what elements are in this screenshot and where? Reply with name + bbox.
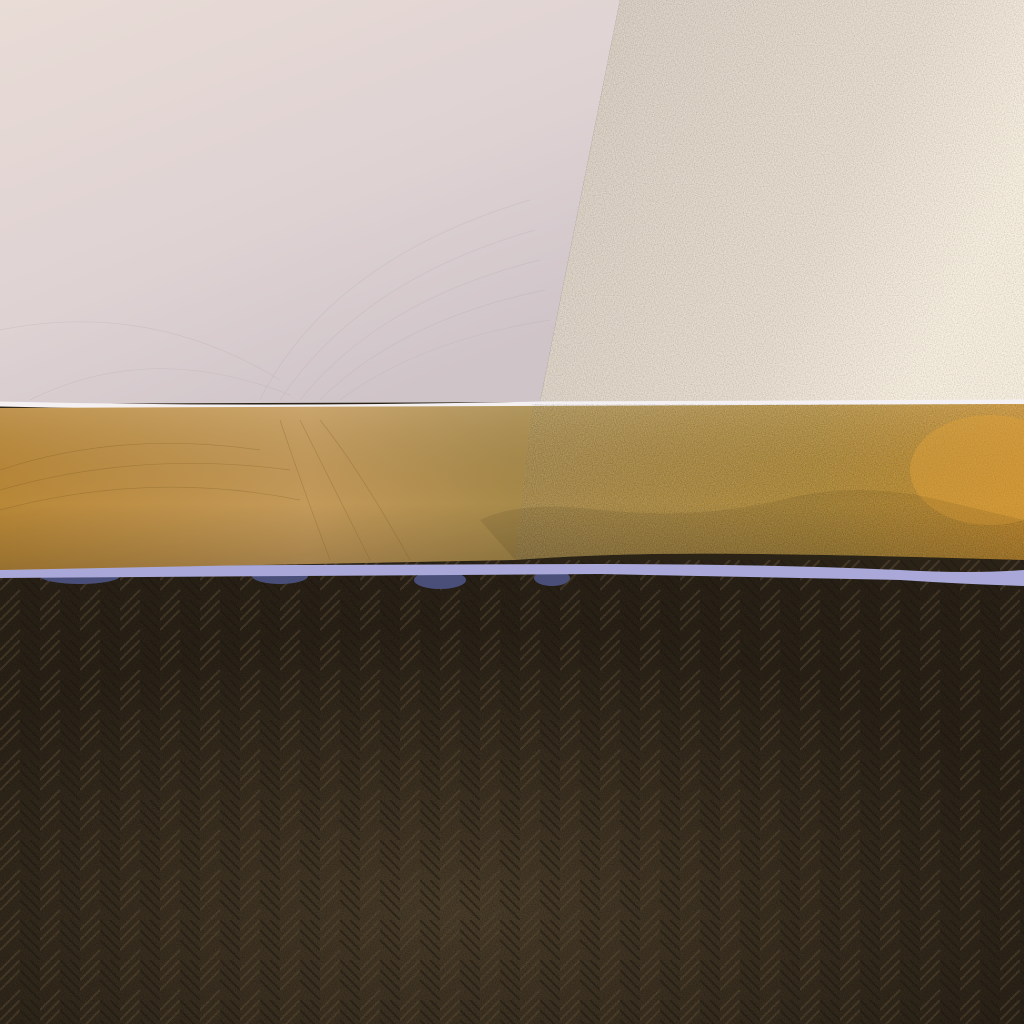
sheet-top-smooth bbox=[0, 0, 620, 404]
sheet-top-sparkle bbox=[540, 0, 1024, 404]
carpet-floor bbox=[0, 560, 1024, 1024]
